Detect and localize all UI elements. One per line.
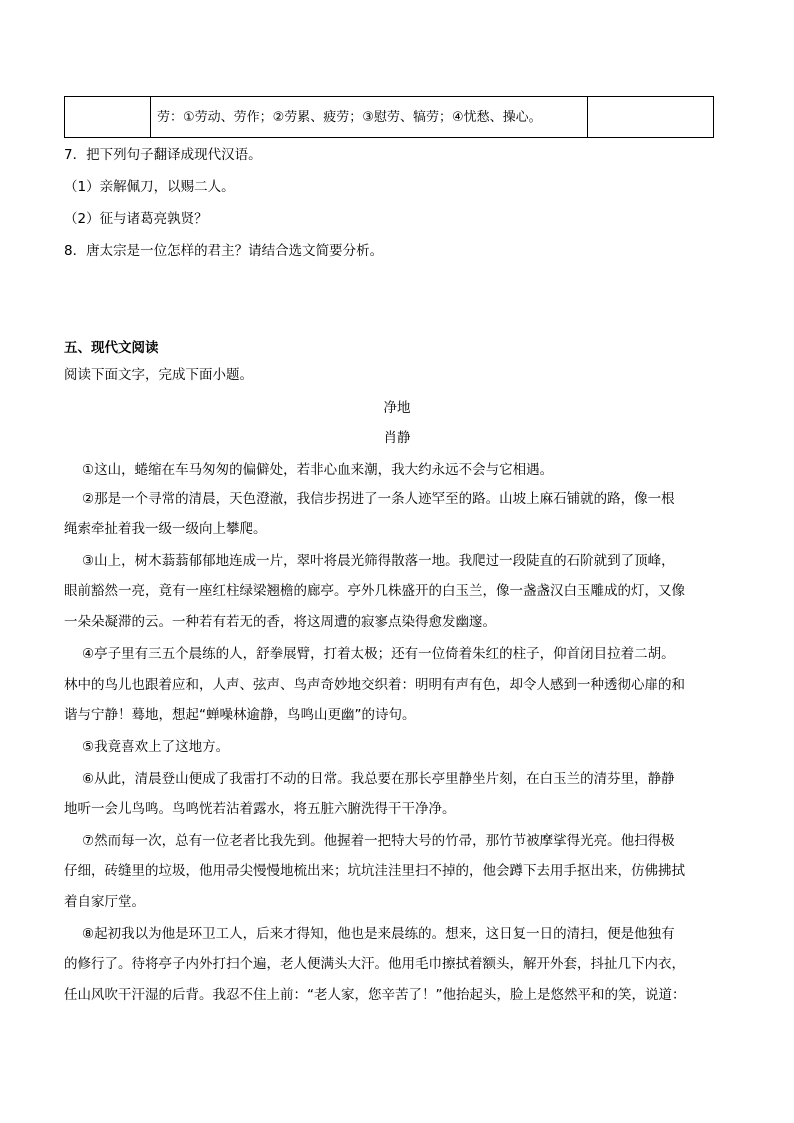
table-cell-right (588, 97, 713, 137)
question-8: 8．唐太宗是一位怎样的君主？请结合选文简要分析。 (64, 243, 384, 259)
question-7-2: （2）征与诸葛亮孰贤？ (64, 211, 208, 227)
table-cell-definition: 劳：①劳动、劳作；②劳累、疲劳；③慰劳、犒劳；④忧愁、操心。 (151, 97, 588, 137)
article-line: ⑦然而每一次，总有一位老者比我先到。他握着一把特大号的竹帚，那竹节被摩挲得光亮。他扫得极 (82, 833, 675, 849)
article-line: 林中的鸟儿也跟着应和，人声、弦声、鸟声奇妙地交织着：明明有声有色，却令人感到一种透彻心扉的和 (64, 677, 685, 693)
article-line: 眼前豁然一亮，竟有一座红柱绿梁翘檐的廊亭。亭外几株盛开的白玉兰，像一盏盏汉白玉雕成的灯，又像 (64, 583, 685, 599)
article-title: 净地 (383, 400, 411, 416)
question-7-1: （1）亲解佩刀，以赐二人。 (64, 179, 235, 195)
article-line: ⑥从此，清晨登山便成了我雷打不动的日常。我总要在那长亭里静坐片刻，在白玉兰的清芬里，静静 (82, 771, 675, 787)
article-line: 任山风吹干汗湿的后背。我忍不住上前：“老人家，您辛苦了！”他抬起头，脸上是悠然平和的笑，说道： (64, 987, 686, 1003)
section-heading: 五、现代文阅读 (64, 340, 159, 356)
article-line: 仔细，砖缝里的垃圾，他用帚尖慢慢地梳出来；坑坑洼洼里扫不掉的，他会蹲下去用手抠出来，仿佛拂拭 (64, 863, 685, 879)
section-instruction: 阅读下面文字，完成下面小题。 (64, 367, 253, 383)
article-line: ①这山，蜷缩在车马匆匆的偏僻处，若非心血来潮，我大约永远不会与它相遇。 (82, 462, 554, 478)
article-line: ⑧起初我以为他是环卫工人，后来才得知，他也是来晨练的。想来，这日复一日的清扫，便是他独有 (82, 926, 675, 942)
article-line: 绳索牵扯着我一级一级向上攀爬。 (64, 521, 267, 537)
article-line: 着自家厅堂。 (64, 894, 145, 910)
article-line: 谐与宁静！蓦地，想起“蝉噪林逾静，鸟鸣山更幽”的诗句。 (64, 707, 416, 723)
question-7: 7．把下列句子翻译成现代汉语。 (64, 147, 262, 163)
article-line: 一朵朵凝滞的云。一种若有若无的香，将这周遭的寂寥点染得愈发幽邃。 (64, 614, 496, 630)
table-cell-left (65, 97, 151, 137)
article-line: 的修行了。待将亭子内外打扫个遍，老人便满头大汗。他用毛巾擦拭着额头，解开外套，抖扯几下内衣， (64, 956, 685, 972)
article-line: ③山上，树木蓊蓊郁郁地连成一片，翠叶将晨光筛得散落一地。我爬过一段陡直的石阶就到了顶峰， (82, 553, 675, 569)
definition-table (64, 96, 714, 138)
article-line: ⑤我竟喜欢上了这地方。 (82, 739, 230, 755)
article-line: ④亭子里有三五个晨练的人，舒拳展臂，打着太极；还有一位倚着朱红的柱子，仰首闭目拉着二胡。 (82, 646, 675, 662)
article-author: 肖静 (383, 430, 411, 446)
article-line: 地听一会儿鸟鸣。鸟鸣恍若沾着露水，将五脏六腑洗得干干净净。 (64, 801, 456, 817)
article-line: ②那是一个寻常的清晨，天色澄澈，我信步拐进了一条人迹罕至的路。山坡上麻石铺就的路，像一根 (82, 491, 675, 507)
